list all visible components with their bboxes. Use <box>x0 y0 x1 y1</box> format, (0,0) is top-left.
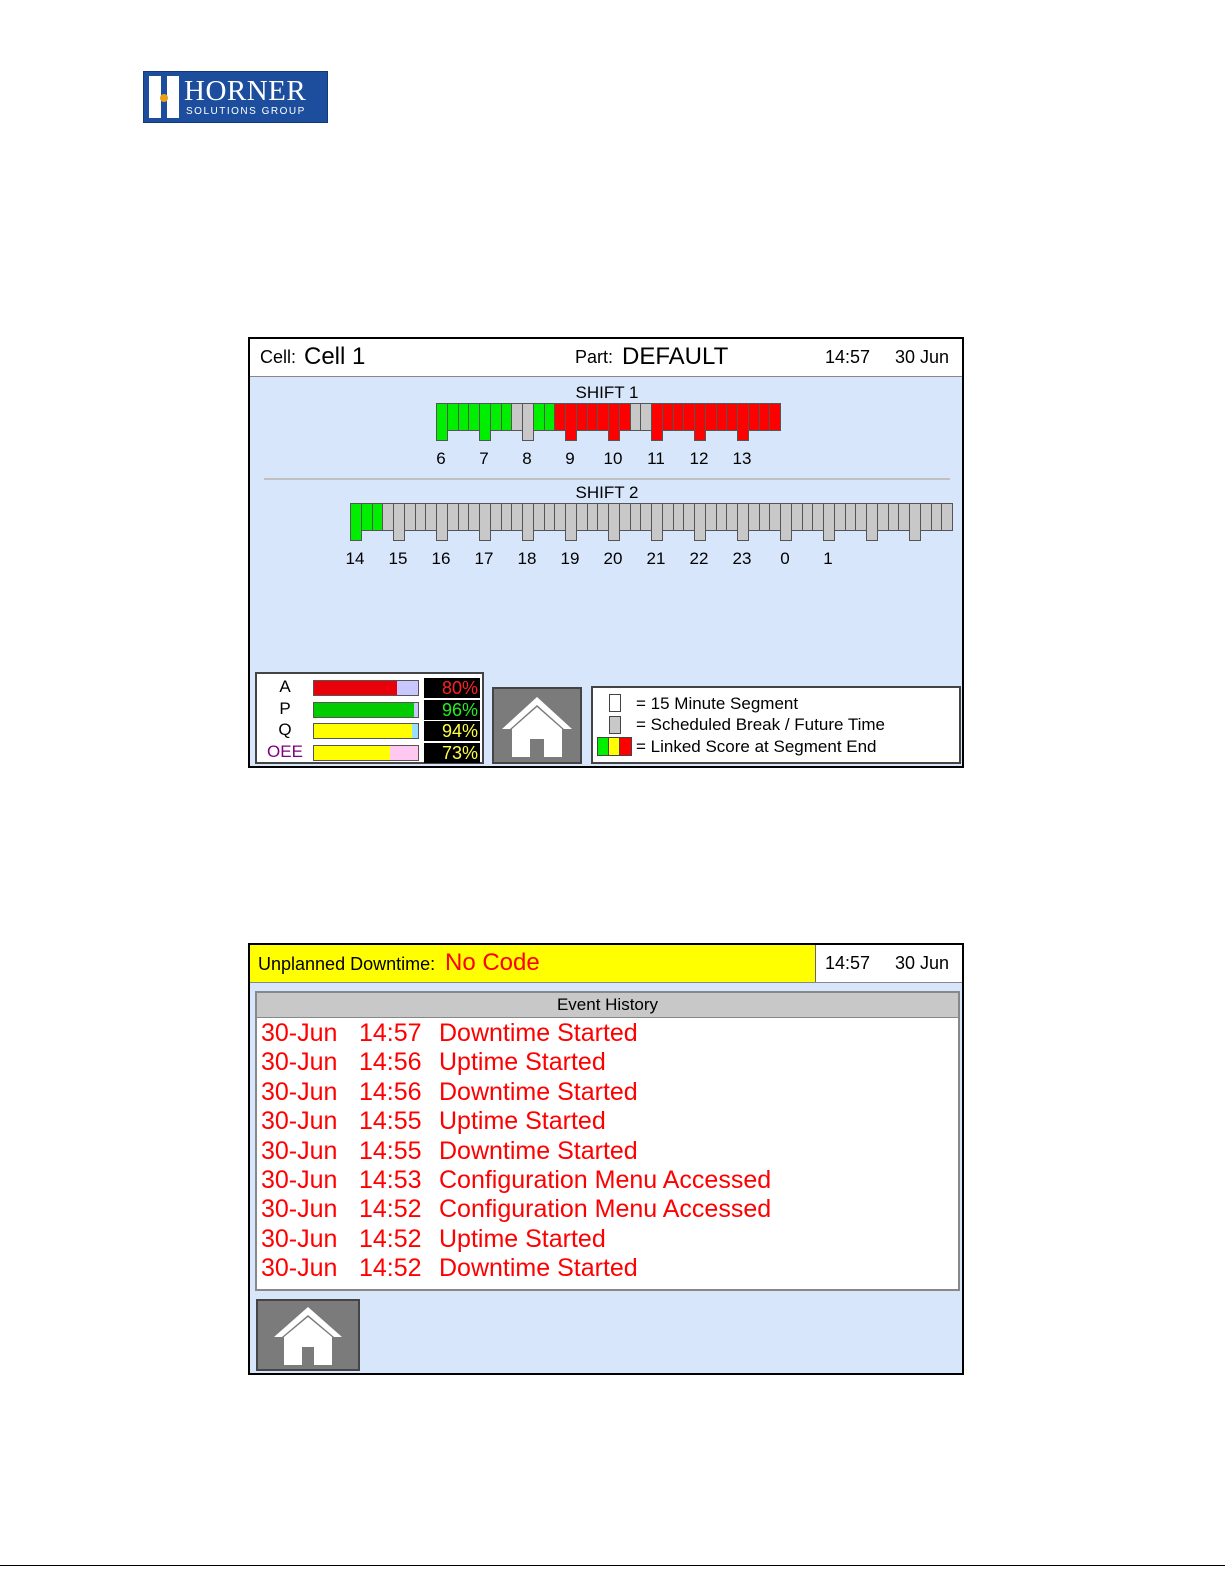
event-text: Downtime Started <box>439 1019 638 1047</box>
metric-bar-fill <box>314 703 414 717</box>
event-time: 14:52 <box>359 1195 422 1224</box>
event-text: Downtime Started <box>439 1077 638 1106</box>
home-button[interactable] <box>256 1299 360 1371</box>
hour-tick: 17 <box>474 549 494 568</box>
event-date: 30-Jun <box>261 1077 338 1106</box>
home-button[interactable] <box>492 687 582 764</box>
shift2-segment-bar <box>350 503 866 543</box>
hour-tick: 23 <box>732 549 752 568</box>
event-text: Configuration Menu Accessed <box>439 1195 772 1224</box>
page-footer-rule <box>0 1565 1225 1566</box>
shift2-hour-ticks <box>250 549 962 571</box>
event-list[interactable] <box>257 1019 958 1289</box>
event-history-screen <box>248 943 964 1375</box>
hour-tick: 7 <box>479 449 489 468</box>
metric-bar-fill <box>314 681 397 695</box>
cell-value: Cell 1 <box>304 343 366 370</box>
hour-tick: 0 <box>780 549 790 568</box>
hour-tick: 9 <box>565 449 575 468</box>
cell-label: Cell: <box>260 347 297 367</box>
event-history-panel[interactable] <box>255 991 960 1291</box>
metric-label: Q <box>278 720 292 739</box>
shift1-hour-ticks <box>250 449 962 471</box>
hour-tick: 19 <box>560 549 580 568</box>
event-date: 30-Jun <box>261 1107 338 1136</box>
house-icon <box>494 689 580 762</box>
horner-logo <box>143 71 328 123</box>
downtime-header <box>250 945 962 983</box>
metric-bar-fill <box>314 746 390 760</box>
legend-linked: = Linked Score at Segment End <box>636 737 877 756</box>
event-text: Uptime Started <box>439 1048 606 1077</box>
event-time: 14:53 <box>359 1166 422 1194</box>
downtime-label: Unplanned Downtime: <box>258 954 436 974</box>
event-date: 30-Jun <box>261 1195 338 1224</box>
event-text: Configuration Menu Accessed <box>439 1166 772 1194</box>
hour-tick: 21 <box>646 549 666 568</box>
shift1-label: SHIFT 1 <box>575 383 639 402</box>
downtime-banner <box>250 945 816 982</box>
event-date: 30-Jun <box>261 1136 338 1165</box>
hour-tick: 15 <box>388 549 408 568</box>
event-history-title: Event History <box>257 993 958 1018</box>
hour-tick: 13 <box>732 449 752 468</box>
event-time: 14:57 <box>359 1019 422 1047</box>
shift-divider <box>264 478 950 480</box>
hour-tick: 8 <box>522 449 532 468</box>
house-icon <box>258 1301 358 1369</box>
logo-name: HORNER <box>184 75 307 107</box>
part-label: Part: <box>575 347 614 367</box>
segment-red <box>769 403 781 431</box>
hour-tick: 16 <box>431 549 451 568</box>
event-time: 14:52 <box>359 1254 422 1283</box>
event-date: 30-Jun <box>261 1224 338 1253</box>
header-time: 14:57 <box>825 347 871 367</box>
metric-label: A <box>279 677 291 696</box>
oee-metrics-panel <box>255 672 484 764</box>
event-text: Downtime Started <box>439 1136 638 1165</box>
downtime-value: No Code <box>445 949 540 976</box>
part-value: DEFAULT <box>622 343 729 370</box>
segment-gray <box>941 503 953 531</box>
event-date: 30-Jun <box>261 1019 338 1047</box>
hour-tick: 6 <box>436 449 446 468</box>
metric-bar <box>313 745 419 761</box>
event-date: 30-Jun <box>261 1254 338 1283</box>
hour-tick: 12 <box>689 449 709 468</box>
event-text: Uptime Started <box>439 1224 606 1253</box>
hour-tick: 22 <box>689 549 709 568</box>
event-time: 14:55 <box>359 1107 422 1136</box>
metric-bar <box>313 723 419 739</box>
red-swatch <box>619 737 632 756</box>
event-time: 14:52 <box>359 1224 422 1253</box>
metric-bar-fill <box>314 724 412 738</box>
legend-segment: = 15 Minute Segment <box>636 694 799 713</box>
event-time: 14:55 <box>359 1136 422 1165</box>
shift2-label: SHIFT 2 <box>575 483 639 502</box>
break-swatch <box>609 716 621 734</box>
status-header <box>250 339 962 377</box>
header-date: 30 Jun <box>895 347 950 367</box>
hour-tick: 1 <box>823 549 833 568</box>
production-status-screen <box>248 337 964 768</box>
hour-tick: 10 <box>603 449 623 468</box>
event-date: 30-Jun <box>261 1048 338 1077</box>
logo-mark-icon <box>149 76 179 118</box>
hour-tick: 14 <box>345 549 365 568</box>
metric-bar <box>313 702 419 718</box>
legend-panel <box>591 686 961 764</box>
header-date: 30 Jun <box>895 953 950 973</box>
event-text: Uptime Started <box>439 1107 606 1136</box>
event-text: Downtime Started <box>439 1254 638 1283</box>
metric-value: 73% <box>424 743 480 763</box>
hour-tick: 20 <box>603 549 623 568</box>
segment-swatch <box>609 694 621 712</box>
metric-value: 96% <box>424 700 480 720</box>
metric-bar <box>313 680 419 696</box>
metric-label: OEE <box>267 741 303 761</box>
header-time: 14:57 <box>825 953 871 973</box>
metric-value: 94% <box>424 721 480 741</box>
logo-subtitle: SOLUTIONS GROUP <box>186 106 306 117</box>
metric-label: P <box>279 698 291 718</box>
event-time: 14:56 <box>359 1048 422 1077</box>
hour-tick: 18 <box>517 549 537 568</box>
metric-value: 80% <box>424 678 480 698</box>
event-time: 14:56 <box>359 1077 422 1106</box>
hour-tick: 11 <box>647 449 665 468</box>
legend-break: = Scheduled Break / Future Time <box>636 715 885 734</box>
event-date: 30-Jun <box>261 1166 338 1194</box>
shift1-segment-bar <box>436 403 780 443</box>
